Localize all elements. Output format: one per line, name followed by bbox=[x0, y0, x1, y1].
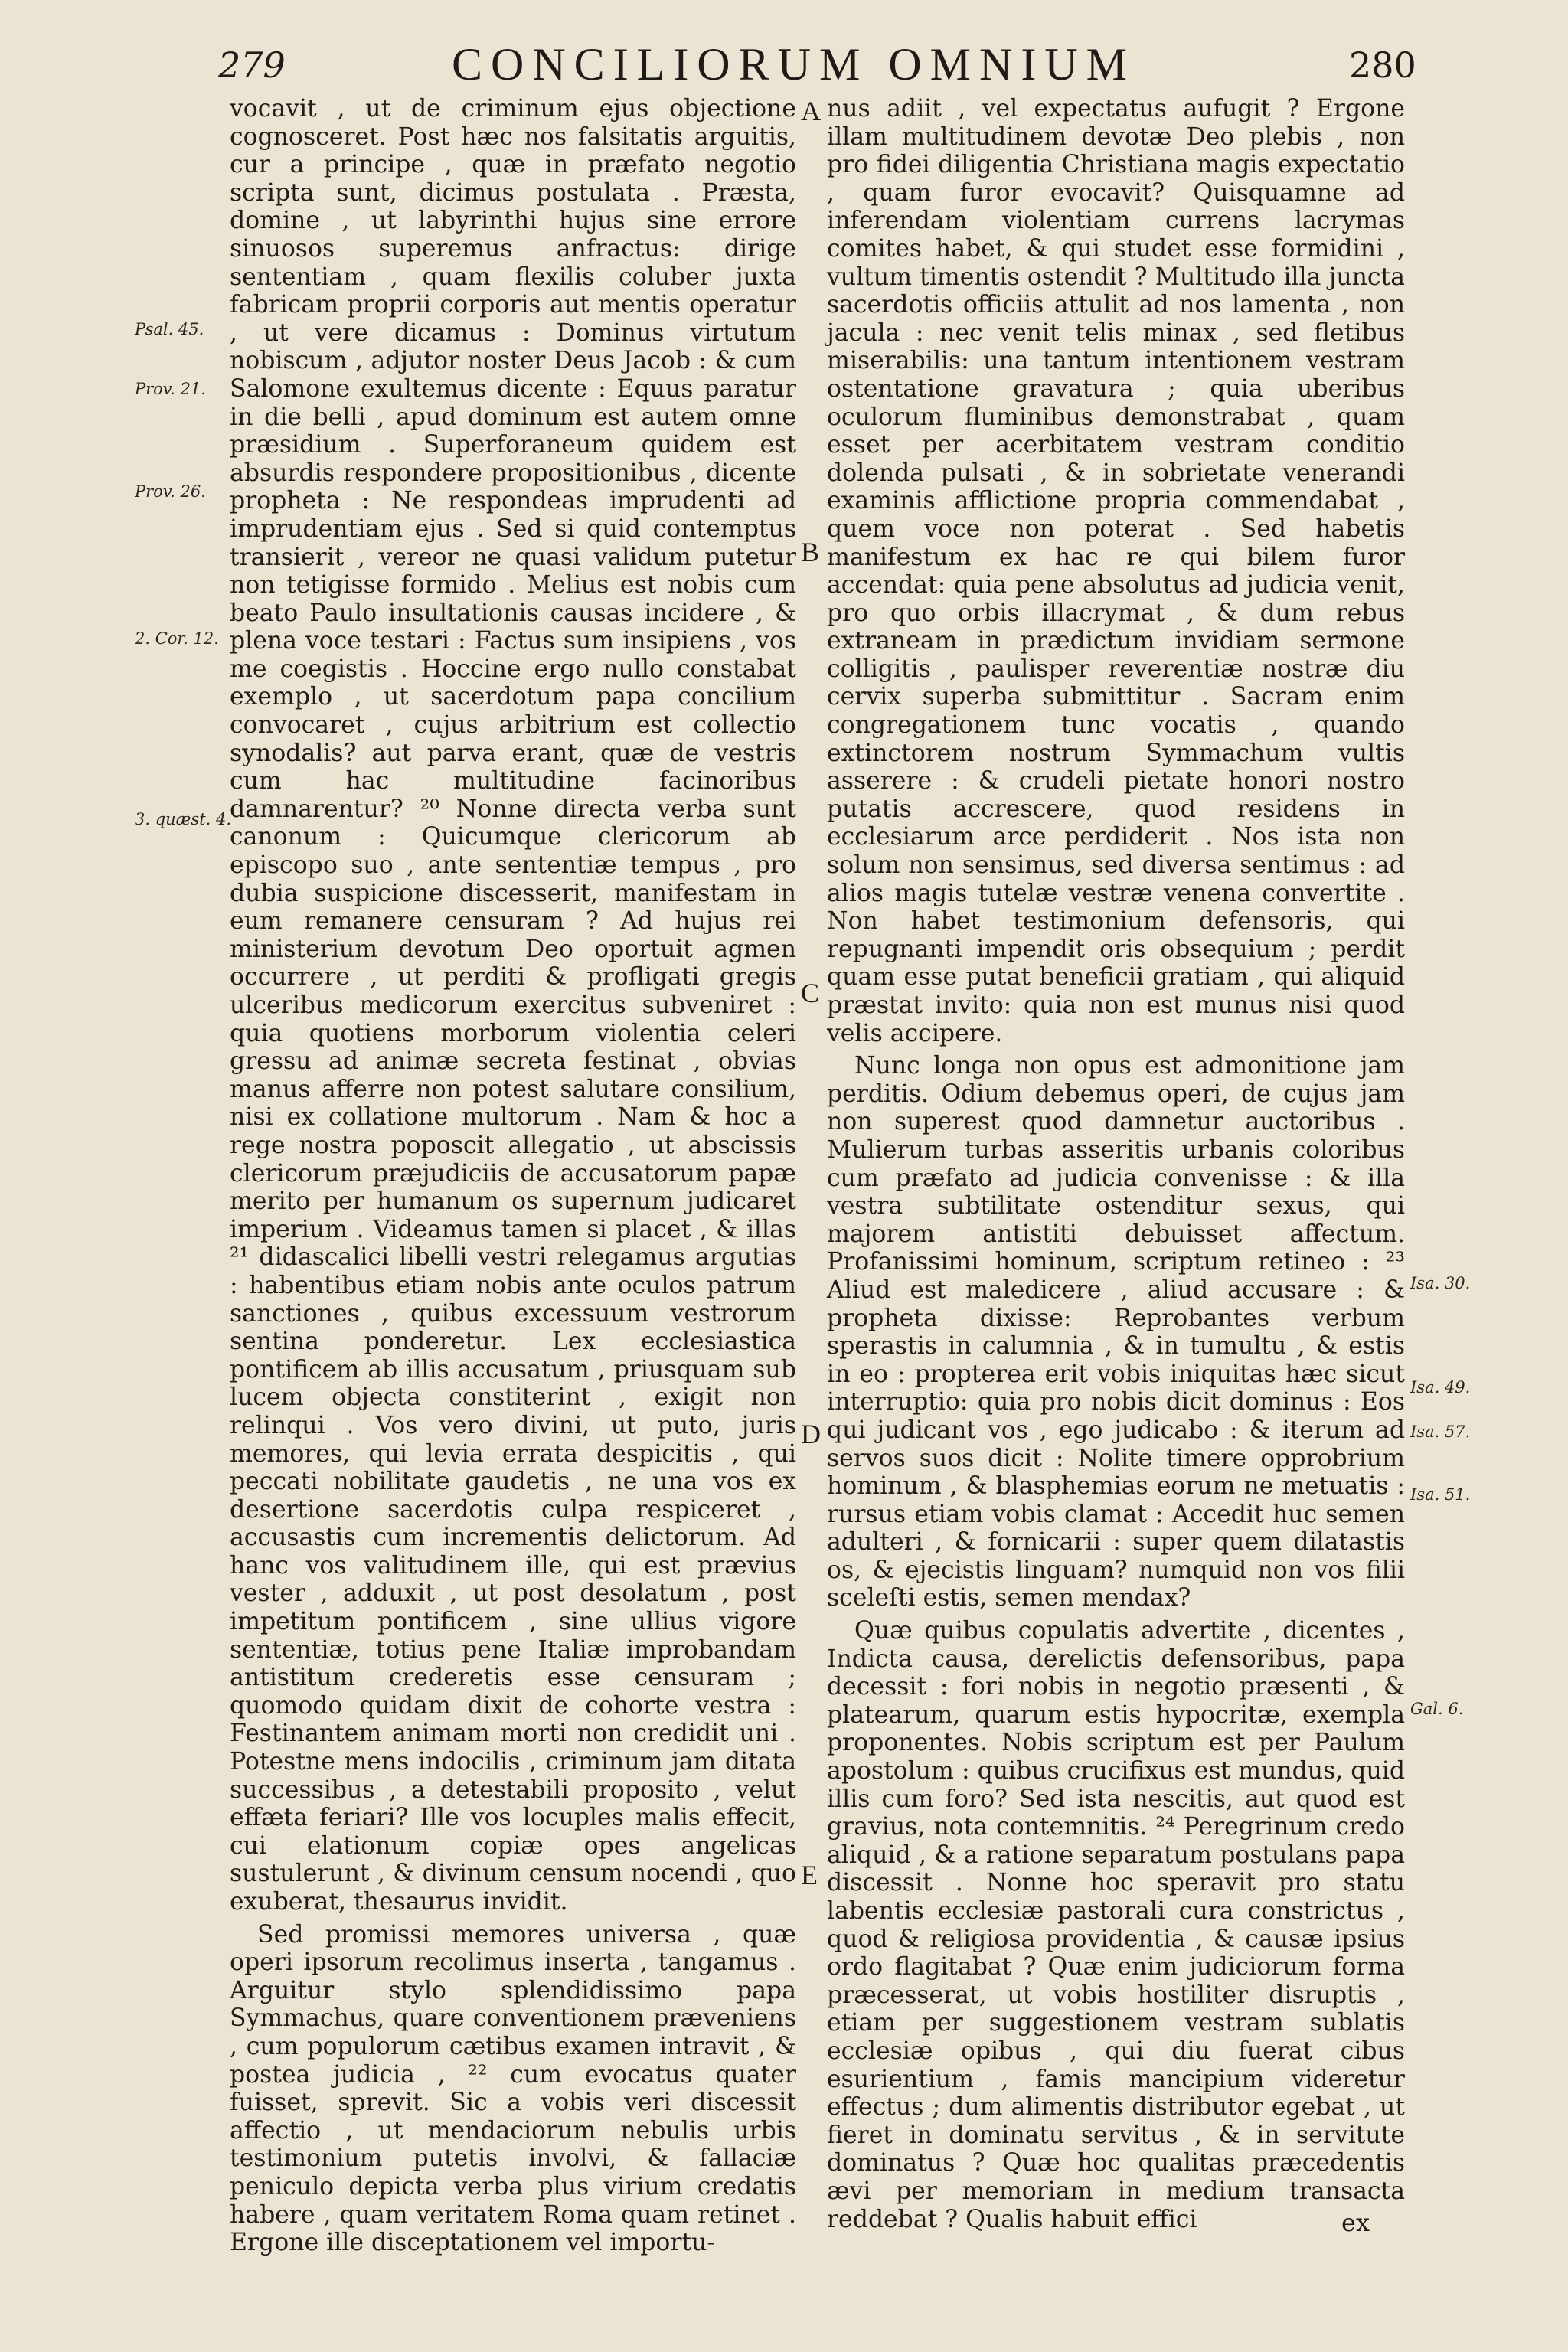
margin-note: 3. quæst. 4. bbox=[135, 810, 232, 828]
section-letter: C bbox=[801, 978, 820, 1008]
page-number-left: 279 bbox=[218, 44, 286, 86]
margin-note: Prov. 26. bbox=[135, 482, 206, 501]
paragraph: Sed promissi memores universa , quæ operi ipsorum recolimus inserta , tangamus . Arguitur stylo splendidissimo papa Symmachus, quare conventionem præveniens , cum populorum cætibus examen intravit , & postea judicia , ²² cum evocatus quater fuisset, sprevit. Sic a vobis veri discessit affectio , ut mendaciorum nebulis urbis testimonium putetis involvi, & fallaciæ peniculo depicta verba plus virium credatis habere , quam veritatem Roma quam retinet . Ergone ille disceptationem vel importu- bbox=[230, 1920, 796, 2257]
margin-note: Prov. 21. bbox=[135, 380, 206, 398]
section-letter: A bbox=[801, 96, 821, 126]
margin-note: Isa. 30. bbox=[1410, 1274, 1471, 1292]
catchword: ex bbox=[1341, 2208, 1370, 2237]
margin-note: Gal. 6. bbox=[1410, 1700, 1464, 1718]
section-letter: D bbox=[801, 1419, 821, 1449]
running-title: CONCILIORUM OMNIUM bbox=[452, 39, 1136, 90]
margin-note: Isa. 57. bbox=[1410, 1423, 1471, 1441]
section-letter: E bbox=[801, 1860, 818, 1890]
paragraph: nus adiit , vel expectatus aufugit ? Ergone illam multitudinem devotæ Deo plebis , non pro fidei diligentia Christiana magis expectatio , quam furor evocavit? Quisquamne ad inferendam violentiam currens lacrymas comites habet, & qui studet esse formidini , vultum timentis ostendit ? Multitudo illa juncta sacerdotis officiis attulit ad nos lamenta , non jacula : nec venit telis minax , sed fletibus miserabilis: una tantum intentionem vestram ostentatione gravatura ; quia uberibus oculorum fluminibus demonstrabat , quam esset per acerbitatem vestram conditio dolenda pulsati , & in sobrietate venerandi examinis afflictione propria commendabat , quem voce non poterat . Sed habetis manifestum ex hac re qui bilem furor accendat: quia pene absolutus ad judicia venit, pro quo orbis illacrymat , & dum rebus extraneam in prædictum invidiam sermone colligitis , paulisper reverentiæ nostræ diu cervix superba submittitur . Sacram enim congregationem tunc vocatis , quando extinctorem nostrum Symmachum vultis asserere : & crudeli pietate honori nostro putatis accrescere, quod residens in ecclesiarum arce perdiderit . Nos ista non solum non sensimus, sed diversa sentimus : ad alios magis tutelæ vestræ venena convertite . Non habet testimonium defensoris, qui repugnanti impendit oris obsequium ; perdit quam esse putat beneficii gratiam , qui aliquid præstat invito: quia non est munus nisi quod velis accipere. bbox=[827, 95, 1405, 1047]
paragraph: Quæ quibus copulatis advertite , dicentes , Indicta causa, derelictis defensoribus, papa decessit : fori nobis in negotio præsenti , & platearum, quarum estis hypocritæ, exempla proponentes. Nobis scriptum est per Paulum apostolum : quibus crucifixus est mundus, quid illis cum foro? Sed ista nescitis, aut quod est gravius, nota contemnitis. ²⁴ Peregrinum credo aliquid , & a ratione separatum postulans papa discessit . Nonne hoc speravit pro statu labentis ecclesiæ pastorali cura constrictus , quod & religiosa providentia , & causæ ipsius ordo flagitabat ? Quæ enim judiciorum forma præcesserat, ut vobis hostiliter disruptis , etiam per suggestionem vestram sublatis ecclesiæ opibus , qui diu fuerat cibus esurientium , famis mancipium videretur effectus ; dum alimentis distributor egebat , ut fieret in dominatu servitus , & in servitute dominatus ? Quæ hoc qualitas præcedentis ævi per memoriam in medium transacta reddebat ? Qualis habuit effici bbox=[827, 1617, 1405, 2233]
margin-note: 2. Cor. 12. bbox=[135, 629, 219, 648]
paragraph: vocavit , ut de criminum ejus objectione cognosceret. Post hæc nos falsitatis arguitis, cur a principe , quæ in præfato negotio scripta sunt, dicimus postulata . Præsta, domine , ut labyrinthi hujus sine errore sinuosos superemus anfractus: dirige sententiam , quam flexilis coluber juxta fabricam proprii corporis aut mentis operatur , ut vere dicamus : Dominus virtutum nobiscum , adjutor noster Deus Jacob : & cum Salomone exultemus dicente : Equus paratur in die belli , apud dominum est autem omne præsidium . Superforaneum quidem est absurdis respondere propositionibus , dicente propheta : Ne respondeas imprudenti ad imprudentiam ejus . Sed si quid contemptus transierit , vereor ne quasi validum putetur non tetigisse formido . Melius est nobis cum beato Paulo insultationis causas incidere , & plena voce testari : Factus sum insipiens , vos me coegistis . Hoccine ergo nullo constabat exemplo , ut sacerdotum papa concilium convocaret , cujus arbitrium est collectio synodalis? aut parva erant, quæ de vestris cum hac multitudine facinoribus damnarentur? ²⁰ Nonne directa verba sunt canonum : Quicumque clericorum ab episcopo suo , ante sententiæ tempus , pro dubia suspicione discesserit, manifestam in eum remanere censuram ? Ad hujus rei ministerium devotum Deo oportuit agmen occurrere , ut perditi & profligati gregis ulceribus medicorum exercitus subveniret : quia quotiens morborum violentia celeri gressu ad animæ secreta festinat , obvias manus afferre non potest salutare consilium, nisi ex collatione multorum . Nam & hoc a rege nostra poposcit allegatio , ut abscissis clericorum præjudiciis de accusatorum papæ merito per humanum os supernum judicaret imperium . Videamus tamen si placet , & illas ²¹ didascalici libelli vestri relegamus argutias : habentibus etiam nobis ante oculos patrum sanctiones , quibus excessuum vestrorum sentina ponderetur. Lex ecclesiastica pontificem ab illis accusatum , priusquam sub lucem objecta constiterint , exigit non relinqui . Vos vero divini, ut puto, juris memores, qui levia errata despicitis , qui peccati nobilitate gaudetis , ne una vos ex desertione sacerdotis culpa respiceret , accusastis cum incrementis delictorum. Ad hanc vos valitudinem ille, qui est prævius vester , adduxit , ut post desolatum , post impetitum pontificem , sine ullius vigore sententiæ, totius pene Italiæ improbandam antistitum crederetis esse censuram ; quomodo quidam dixit de cohorte vestra : Festinantem animam morti non credidit uni . Potestne mens indocilis , criminum jam ditata successibus , a detestabili proposito , velut effæta feriari? Ille vos locuples malis effecit, cui elationum copiæ opes angelicas sustulerunt , & divinum censum nocendi , quo exuberat, thesaurus invidit. bbox=[230, 95, 796, 1916]
section-letter: B bbox=[801, 537, 820, 567]
paragraph: Nunc longa non opus est admonitione jam perditis. Odium debemus operi, de cujus jam non superest quod damnetur auctoribus . Mulierum turbas asseritis urbanis coloribus cum præfato ad judicia convenisse : & illa vestra subtilitate ostenditur sexus, qui majorem antistiti debuisset affectum. Profanissimi hominum, scriptum retineo : ²³ Aliud est maledicere , aliud accusare : & propheta dixisse: Reprobantes verbum sperastis in calumnia , & in tumultu , & estis in eo : propterea erit vobis iniquitas hæc sicut interruptio: quia pro nobis dicit dominus : Eos qui judicant vos , ego judicabo : & iterum ad servos suos dicit : Nolite timere opprobrium hominum , & blasphemias eorum ne metuatis : rursus etiam vobis clamat : Accedit huc semen adulteri , & fornicarii : super quem dilatastis os, & ejecistis linguam? numquid non vos filii sceleſti estis, semen mendax? bbox=[827, 1052, 1405, 1612]
page-number-right: 280 bbox=[1349, 44, 1416, 86]
margin-note: Psal. 45. bbox=[135, 320, 204, 338]
page-header bbox=[0, 38, 1568, 100]
left-column bbox=[230, 95, 796, 2262]
right-column bbox=[827, 95, 1405, 2238]
margin-note: Isa. 49. bbox=[1410, 1378, 1471, 1396]
margin-note: Isa. 51. bbox=[1410, 1485, 1471, 1504]
